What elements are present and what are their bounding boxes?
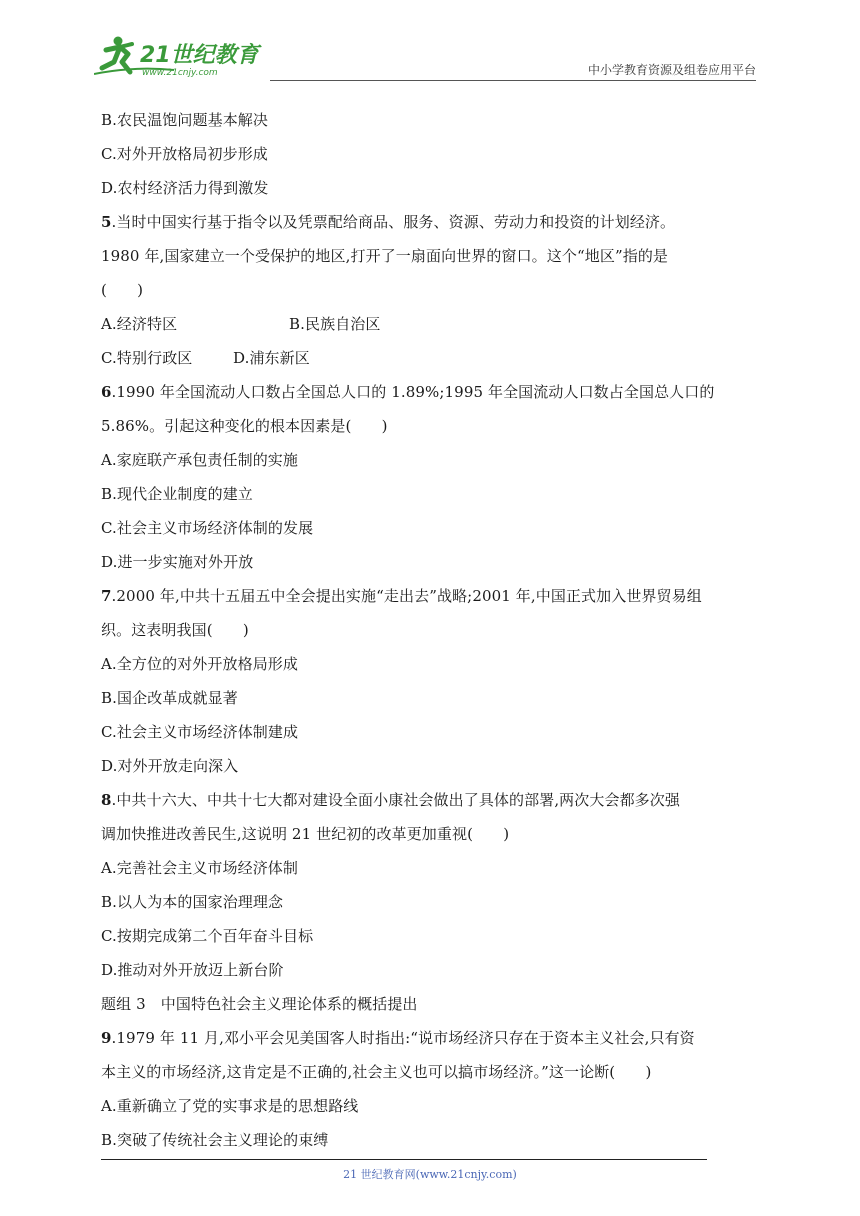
q5-options-row-1 [101,307,766,341]
q8-option-b: B.以人为本的国家治理理念 [101,893,284,911]
q5-stem-line-1 [101,205,766,239]
q5-options-row-2 [101,341,766,375]
q9-option-a: A.重新确立了党的实事求是的思想路线 [101,1097,359,1115]
q7-option-d: D.对外开放走向深入 [101,757,239,775]
q7-option-a: A.全方位的对外开放格局形成 [101,655,299,673]
header-platform-name: 中小学教育资源及组卷应用平台 [587,63,756,77]
q6-option-d: D.进一步实施对外开放 [101,553,254,571]
q5-option-d: D.浦东新区 [233,349,310,367]
svg-text:www.21cnjy.com: www.21cnjy.com [142,68,218,78]
q7-option-b: B.国企改革成就显著 [101,689,238,707]
q6-option-a: A.家庭联产承包责任制的实施 [101,451,299,469]
q6-option-b: B.现代企业制度的建立 [101,485,253,503]
q8-number: 8 [101,791,112,809]
group-3-heading: 题组 3 中国特色社会主义理论体系的概括提出 [101,995,418,1013]
site-logo [94,32,264,80]
footer-divider [101,1159,707,1160]
q5-option-a: A.经济特区 [101,315,178,333]
svg-text:21世纪教育: 21世纪教育 [140,43,259,68]
q6-option-c: C.社会主义市场经济体制的发展 [101,519,314,537]
q6-number: 6 [101,383,112,401]
q5-option-b: B.民族自治区 [289,315,381,333]
page-header [0,0,860,86]
q5-stem-line-3: ( ) [101,281,144,299]
q6-stem-line-2: 5.86%。引起这种变化的根本因素是( ) [101,417,388,435]
document-body [101,103,766,1157]
q7-number: 7 [101,587,112,605]
q8-stem-line-1 [101,783,766,817]
q9-stem-text-1: .1979 年 11 月,邓小平会见美国客人时指出:“说市场经济只存在于资本主义社会,只有资 [111,1029,695,1047]
q8-option-d: D.推动对外开放迈上新台阶 [101,961,284,979]
q6-stem-line-1 [101,375,766,409]
q7-stem-line-2: 织。这表明我国( ) [101,621,249,639]
header-divider [270,80,756,81]
q5-number: 5 [101,213,112,231]
q4-option-d: D.农村经济活力得到激发 [101,179,269,197]
q9-option-b: B.突破了传统社会主义理论的束缚 [101,1131,329,1149]
q7-option-c: C.社会主义市场经济体制建成 [101,723,299,741]
q7-stem-text-1: .2000 年,中共十五届五中全会提出实施“走出去”战略;2001 年,中国正式加入世界贸易组 [111,587,702,605]
q9-stem-line-1 [101,1021,766,1055]
q6-stem-text-1: .1990 年全国流动人口数占全国总人口的 1.89%;1995 年全国流动人口数占全国总人口的 [111,383,715,401]
q5-stem-text-1: .当时中国实行基于指令以及凭票配给商品、服务、资源、劳动力和投资的计划经济。 [111,213,676,231]
q4-option-c: C.对外开放格局初步形成 [101,145,268,163]
q4-option-b: B.农民温饱问题基本解决 [101,111,268,129]
q5-option-c: C.特别行政区 [101,349,193,367]
q8-stem-line-2: 调加快推进改善民生,这说明 21 世纪初的改革更加重视( ) [101,825,510,843]
q8-stem-text-1: .中共十六大、中共十七大都对建设全面小康社会做出了具体的部署,两次大会都多次强 [111,791,680,809]
q9-stem-line-2: 本主义的市场经济,这肯定是不正确的,社会主义也可以搞市场经济。”这一论断( ) [101,1063,652,1081]
q8-option-c: C.按期完成第二个百年奋斗目标 [101,927,314,945]
footer-source[interactable]: 21 世纪教育网(www.21cnjy.com) [343,1168,517,1181]
q5-stem-line-2: 1980 年,国家建立一个受保护的地区,打开了一扇面向世界的窗口。这个“地区”指的是 [101,247,669,265]
q8-option-a: A.完善社会主义市场经济体制 [101,859,299,877]
q7-stem-line-1 [101,579,766,613]
q9-number: 9 [101,1029,112,1047]
